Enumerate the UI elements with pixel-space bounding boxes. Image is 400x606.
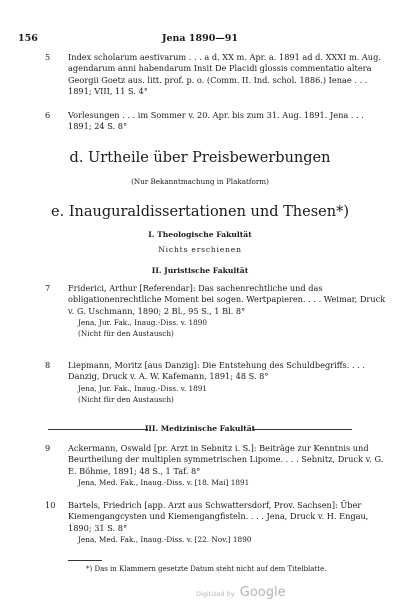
- list-item: [45, 52, 386, 97]
- entry-text: Bartels, Friedrich [app. Arzt aus Schwattersdorf, Prov. Sachsen]: Über Kiemengangcysten und Kiemengangfisteln. . . . Jena, Druck v. H. Engau, 1890; 31 S. 8°: [68, 500, 369, 533]
- footnote-rule: [68, 560, 102, 561]
- section-e-heading: e. Inauguraldissertationen und Thesen*): [51, 204, 349, 220]
- entry-dissertation-note: Jena, Jur. Fak., Inaug.-Diss. v. 1891: [78, 383, 208, 393]
- faculty-heading-law: II. Juristische Fakultät: [151, 266, 249, 275]
- footnote: *) Das in Klammern gesetzte Datum steht nicht auf dem Titelblatte.: [86, 565, 327, 573]
- list-item: [45, 443, 386, 488]
- list-item: [45, 360, 386, 405]
- entry-number: 6: [45, 110, 51, 120]
- watermark-logo-text: Google: [239, 585, 286, 600]
- section-d-heading: d. Urtheile über Preisbewerbungen: [69, 150, 331, 166]
- list-item: [45, 110, 386, 133]
- entry-dissertation-note: Jena, Med. Fak., Inaug.-Diss. v. [18. Mai] 1891: [78, 477, 250, 487]
- list-item: [45, 283, 386, 339]
- entry-number: 5: [45, 52, 51, 62]
- entry-text: Index scholarum aestivarum . . . a d. XX m. Apr. a. 1891 ad d. XXXI m. Aug. agendarum anni habendarum Insit De Placidi glossis commentatio altera Georgii Goetz aus. litt. prof. p. o. (Comm. II. Ind. schol. 1886.) Ienae . . . 1891; VIII, 11 S. 4°: [68, 52, 381, 96]
- running-header: Jena 1890—91: [161, 33, 239, 44]
- faculty-heading-medicine: III. Medizinische Fakultät: [144, 424, 256, 433]
- watermark-prefix: Digitized by: [196, 590, 235, 598]
- entry-number: 9: [45, 443, 51, 453]
- list-item: [45, 500, 386, 545]
- entry-text: Friderici, Arthur [Referendar]: Das sachenrechtliche und das obligationenrechtliche Moment bei sogen. Wertpapieren. . . . Weimar, Druck v. G. Uschmann, 1890; 2 Bl., 95 S., 1 Bl. 8°: [68, 283, 386, 316]
- entry-number: 7: [45, 283, 51, 293]
- entry-dissertation-note: Jena, Jur. Fak., Inaug.-Diss. v. 1890: [78, 317, 208, 327]
- faculty-none-note: Nichts erschienen: [158, 245, 242, 254]
- faculty-heading-theology: I. Theologische Fakultät: [148, 230, 252, 239]
- entry-text: Liepmann, Moritz [aus Danzig]: Die Entstehung des Schuldbegriffs. . . . Danzig, Druck v. A. W. Kafemann, 1891; 48 S. 8°: [68, 360, 365, 382]
- entry-text: Vorlesungen . . . im Sommer v. 20. Apr. bis zum 31. Aug. 1891. Jena . . . 1891; 24 S. 8°: [68, 110, 364, 132]
- entry-exchange-note: (Nicht für den Austausch): [78, 394, 174, 404]
- entry-text: Ackermann, Oswald [pr. Arzt in Sebnitz i. S.]: Beiträge zur Kenntnis und Beurtheilung der multiplen symmetrischen Lipome. . . . Sebnitz, Druck v. G. E. Böhme, 1891; 48 S., 1 Taf. 8°: [68, 443, 384, 476]
- entry-number: 8: [45, 360, 51, 370]
- section-d-note: (Nur Bekanntmachung in Plakatform): [131, 177, 269, 186]
- entry-number: 10: [45, 500, 56, 510]
- google-watermark: [196, 581, 286, 600]
- entry-dissertation-note: Jena, Med. Fak., Inaug.-Diss. v. [22. Nov.] 1890: [78, 534, 252, 544]
- entry-exchange-note: (Nicht für den Austausch): [78, 329, 174, 339]
- page-number: 156: [18, 33, 38, 44]
